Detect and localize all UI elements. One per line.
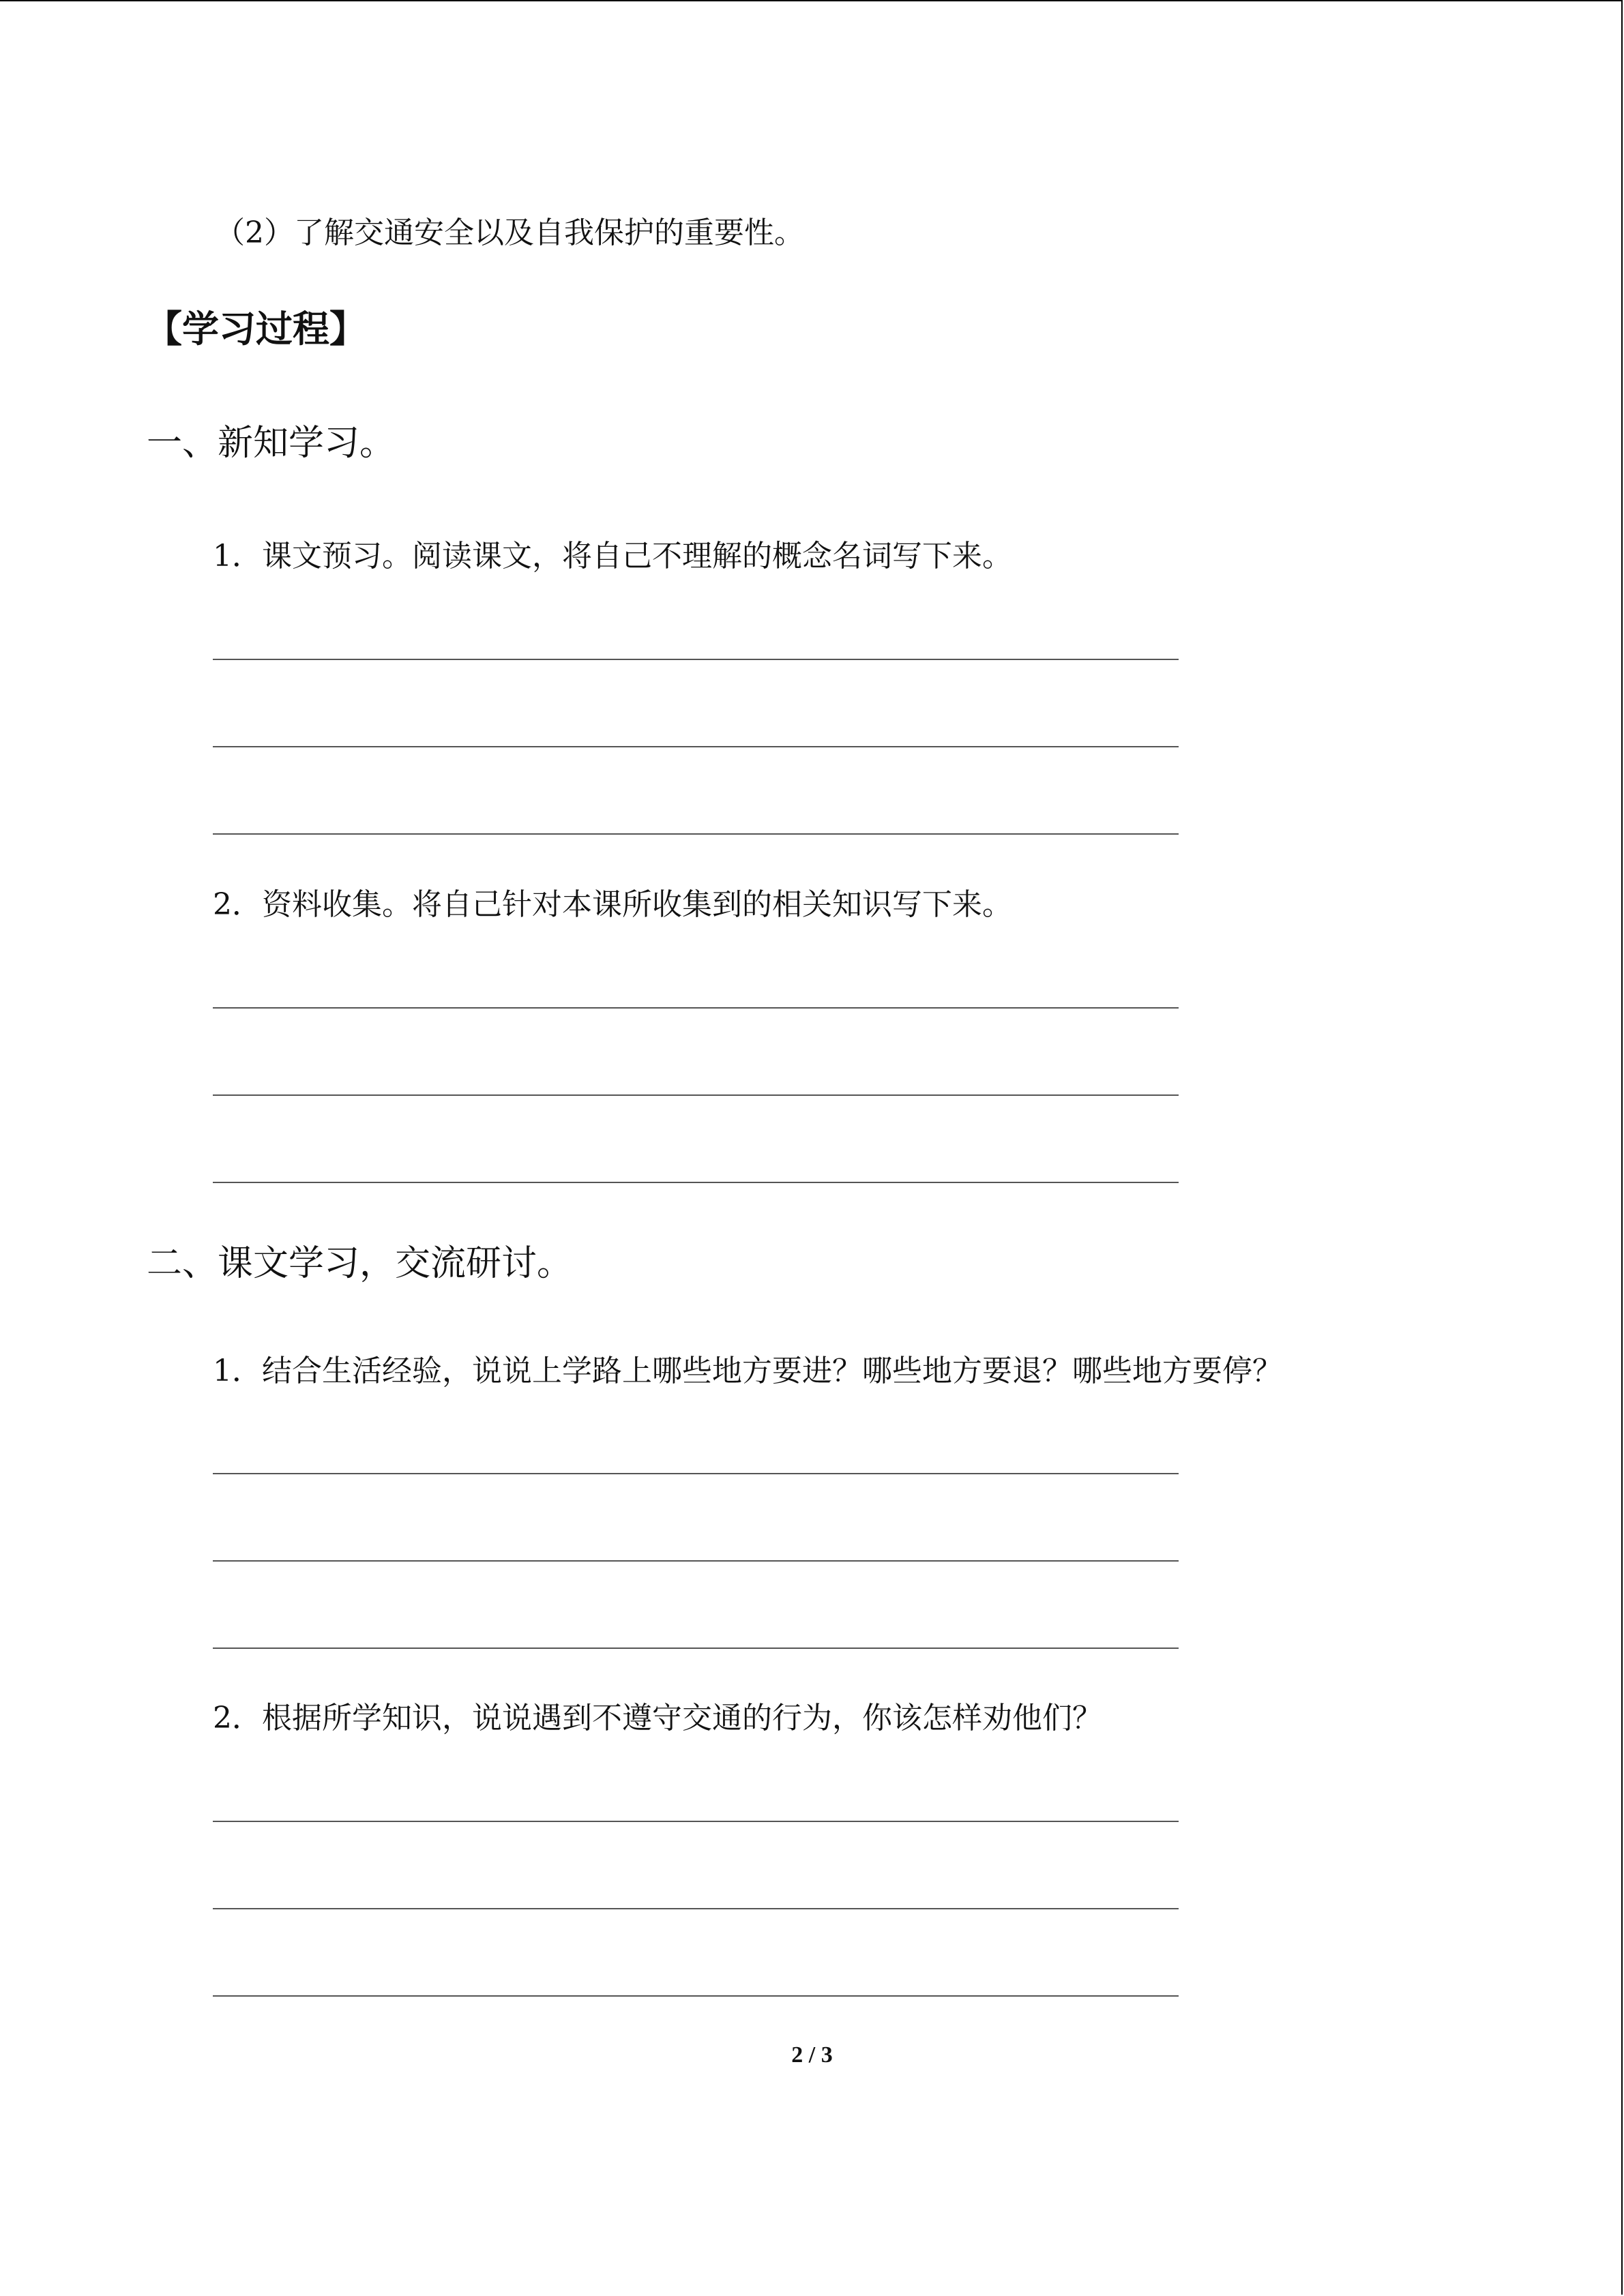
answer-line (213, 833, 1179, 835)
part-2-question-1: 1．结合生活经验，说说上学路上哪些地方要进？哪些地方要退？哪些地方要停？ (213, 1354, 1282, 1388)
part-2-question-2: 2．根据所学知识，说说遇到不遵守交通的行为，你该怎样劝他们？ (213, 1701, 1102, 1735)
part-1-question-1: 1．课文预习。阅读课文，将自己不理解的概念名词写下来。 (213, 539, 1012, 573)
answer-line (213, 1821, 1179, 1822)
part-1-title: 一、新知学习。 (147, 423, 396, 464)
answer-line (213, 1473, 1179, 1474)
page-number: 2 / 3 (791, 2042, 833, 2068)
part-2-title: 二、课文学习，交流研讨。 (147, 1243, 573, 1284)
answer-line (213, 1908, 1179, 1909)
answer-line (213, 1007, 1179, 1009)
objective-item-2: （2）了解交通安全以及自我保护的重要性。 (215, 215, 804, 250)
answer-line (213, 1648, 1179, 1649)
answer-line (213, 1182, 1179, 1183)
answer-line (213, 659, 1179, 660)
part-1-question-2: 2．资料收集。将自己针对本课所收集到的相关知识写下来。 (213, 887, 1012, 922)
learning-process-heading: 【学习过程】 (145, 307, 366, 351)
answer-line (213, 1995, 1179, 1997)
answer-line (213, 746, 1179, 747)
answer-line (213, 1094, 1179, 1096)
answer-line (213, 1560, 1179, 1562)
